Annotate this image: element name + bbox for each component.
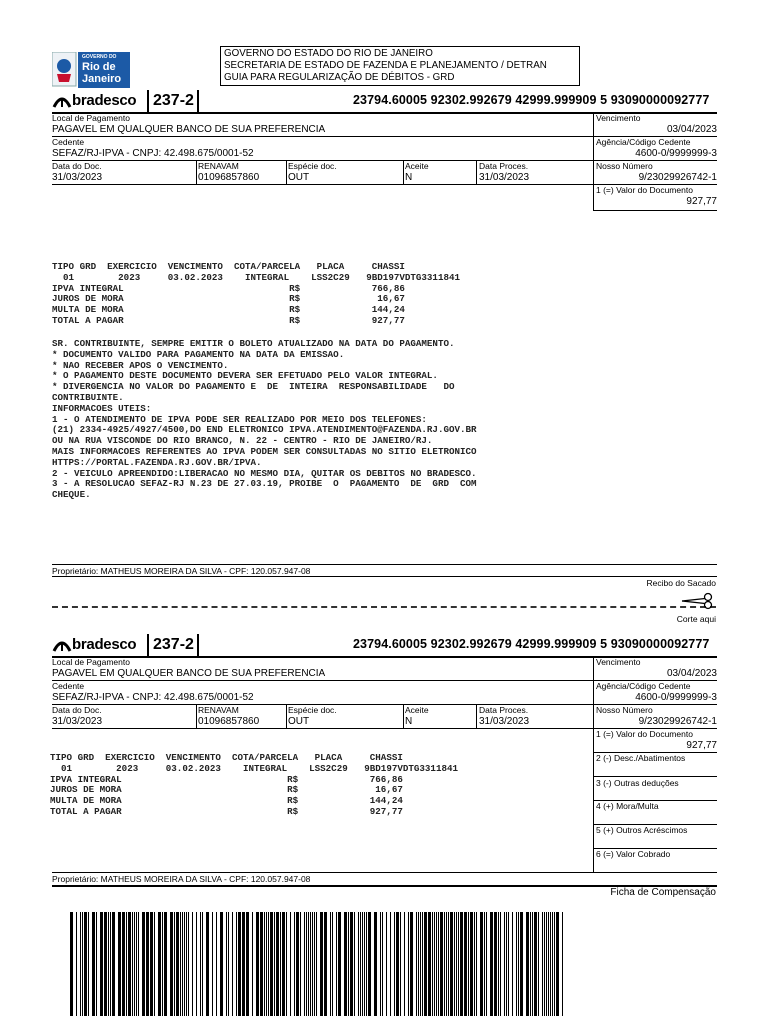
barcode-bar — [308, 912, 309, 1016]
data-doc-value-2: 31/03/2023 — [52, 716, 103, 727]
bradesco-tree-icon — [52, 93, 72, 109]
barcode-bar — [320, 912, 323, 1016]
barcode-bar — [542, 912, 543, 1016]
barcode-bar — [424, 912, 427, 1016]
valor-cobrado-label: 6 (=) Valor Cobrado — [596, 849, 671, 859]
barcode-bar — [476, 912, 477, 1016]
cedente-label-2: Cedente — [52, 681, 85, 691]
header-line-1: GOVERNO DO ESTADO DO RIO DE JANEIRO — [224, 48, 433, 59]
data-doc-label-2: Data do Doc. — [52, 705, 102, 715]
barcode-bar — [544, 912, 545, 1016]
barcode-bar — [128, 912, 131, 1016]
table-row: JUROS DE MORA R$ 16,67 — [50, 784, 403, 796]
especie-label: Espécie doc. — [288, 161, 337, 171]
header-line-2: SECRETARIA DE ESTADO DE FAZENDA E PLANEJAMENTO / DETRAN — [224, 60, 547, 71]
barcode-bar — [174, 912, 175, 1016]
local-pagamento-value: PAGAVEL EM QUALQUER BANCO DE SUA PREFERENCIA — [52, 124, 326, 135]
barcode-bar — [92, 912, 95, 1016]
barcode-bar — [490, 912, 493, 1016]
barcode-bar — [394, 912, 395, 1016]
barcode-bar — [170, 912, 173, 1016]
data-proc-label: Data Proces. — [479, 161, 529, 171]
data-proc-value: 31/03/2023 — [479, 172, 530, 183]
proprietario-2: Proprietário: MATHEUS MOREIRA DA SILVA - CPF: 120.057.947-08 — [52, 874, 311, 884]
aceite-label-2: Aceite — [405, 705, 429, 715]
text-line: * O PAGAMENTO DESTE DOCUMENTO DEVERA SER EFETUADO PELO VALOR INTEGRAL. — [52, 370, 438, 382]
barcode-bar — [364, 912, 365, 1016]
barcode-bar — [180, 912, 181, 1016]
nosso-numero-label-2: Nosso Número — [596, 705, 653, 715]
local-pagamento-label: Local de Pagamento — [52, 113, 130, 123]
barcode-bar — [396, 912, 399, 1016]
bradesco-logo-2 — [52, 636, 136, 653]
nosso-numero-value: 9/23029926742-1 — [638, 172, 717, 183]
agencia-value: 4600-0/9999999-3 — [635, 148, 717, 159]
bradesco-logo — [52, 92, 136, 109]
barcode-bar — [556, 912, 559, 1016]
barcode-bar — [82, 912, 83, 1016]
barcode-bar — [108, 912, 109, 1016]
barcode-bar — [146, 912, 149, 1016]
data-proc-value-2: 31/03/2023 — [479, 716, 530, 727]
barcode-bar — [434, 912, 435, 1016]
barcode-bar — [138, 912, 139, 1016]
barcode-bar — [418, 912, 419, 1016]
local-pagamento-value-2: PAGAVEL EM QUALQUER BANCO DE SUA PREFERENCIA — [52, 668, 326, 679]
text-line: * DIVERGENCIA NO VALOR DO PAGAMENTO E DE INTEIRA RESPONSABILIDADE DO — [52, 381, 455, 393]
barcode-bar — [432, 912, 433, 1016]
instructions-text — [52, 339, 477, 501]
barcode-bar — [206, 912, 209, 1016]
barcode-bar — [534, 912, 537, 1016]
barcode-bar — [268, 912, 269, 1016]
table-row: 01 2023 03.02.2023 INTEGRAL LSS2C29 9BD197VDTG3311841 — [50, 762, 458, 774]
table-row: JUROS DE MORA R$ 16,67 — [52, 293, 405, 305]
text-line: (21) 2334-4925/4927/4500,DO END ELETRONICO IPVA.ATENDIMENTO@FAZENDA.RJ.GOV.BR — [52, 424, 477, 436]
barcode-bar — [134, 912, 135, 1016]
barcode-bar — [350, 912, 353, 1016]
gov-logo-line1: GOVERNO DO — [82, 54, 117, 60]
recibo-sacado: Recibo do Sacado — [646, 578, 716, 588]
instructions-table-2 — [50, 753, 458, 818]
cedente-value: SEFAZ/RJ-IPVA - CNPJ: 42.498.675/0001-52 — [52, 148, 254, 159]
barcode-bar — [76, 912, 77, 1016]
barcode-bar — [450, 912, 453, 1016]
barcode-bar — [338, 912, 341, 1016]
barcode-bar — [460, 912, 463, 1016]
table-row: MULTA DE MORA R$ 144,24 — [52, 304, 405, 316]
barcode-bar — [498, 912, 499, 1016]
barcode-bar — [330, 912, 331, 1016]
header-line-3: GUIA PARA REGULARIZAÇÃO DE DÉBITOS - GRD — [224, 72, 455, 83]
barcode-bar — [122, 912, 125, 1016]
barcode-bar — [312, 912, 313, 1016]
barcode-bar — [480, 912, 483, 1016]
barcode-bar — [162, 912, 163, 1016]
barcode-bar — [382, 912, 383, 1016]
table-row: TOTAL A PAGAR R$ 927,77 — [52, 314, 405, 326]
barcode-bar — [516, 912, 517, 1016]
barcode-bar — [154, 912, 155, 1016]
barcode-bar — [306, 912, 307, 1016]
data-proc-label-2: Data Proces. — [479, 705, 529, 715]
bank-code-2: 237-2 — [153, 636, 194, 653]
barcode-bar — [408, 912, 409, 1016]
barcode-bar — [416, 912, 417, 1016]
barcode-bar — [546, 912, 547, 1016]
barcode-bar — [150, 912, 153, 1016]
barcode-bar — [192, 912, 193, 1016]
barcode-bar — [80, 912, 81, 1016]
gov-rj-logo — [52, 52, 130, 88]
barcode-bar — [520, 912, 523, 1016]
table-row: TIPO GRD EXERCICIO VENCIMENTO COTA/PARCELA PLACA CHASSI — [50, 752, 403, 763]
aceite-value: N — [405, 172, 413, 183]
barcode-bar — [182, 912, 183, 1016]
barcode-bar — [282, 912, 285, 1016]
nosso-numero-value-2: 9/23029926742-1 — [638, 716, 717, 727]
text-line: 2 - VEICULO APREENDIDO:LIBERACAO NO MESMO DIA, QUITAR OS DEBITOS NO BRADESCO. — [52, 467, 477, 479]
barcode-bar — [110, 912, 111, 1016]
agencia-label-2: Agência/Código Cedente — [596, 681, 691, 691]
barcode-bar — [270, 912, 273, 1016]
barcode-bar — [88, 912, 89, 1016]
barcode-bar — [310, 912, 311, 1016]
barcode-bar — [532, 912, 533, 1016]
barcode-bar — [200, 912, 201, 1016]
barcode-bar — [344, 912, 347, 1016]
barcode-bar — [554, 912, 555, 1016]
vencimento-label-2: Vencimento — [596, 657, 641, 667]
barcode-bar — [348, 912, 349, 1016]
barcode-bar — [196, 912, 197, 1016]
barcode-bar — [136, 912, 137, 1016]
barcode-bar — [380, 912, 381, 1016]
gov-logo-line2: Rio de — [82, 61, 116, 73]
renavam-label-2: RENAVAM — [198, 705, 239, 715]
bank-name: bradesco — [72, 636, 137, 653]
barcode-bar — [238, 912, 241, 1016]
barcode-bar — [518, 912, 519, 1016]
barcode-bar — [242, 912, 245, 1016]
barcode-bar — [468, 912, 469, 1016]
table-row: 01 2023 03.02.2023 INTEGRAL LSS2C29 9BD197VDTG3311841 — [52, 271, 460, 283]
barcode-bar — [358, 912, 359, 1016]
barcode-bar — [504, 912, 505, 1016]
barcode-bar — [354, 912, 355, 1016]
barcode-bar — [220, 912, 223, 1016]
table-row: TIPO GRD EXERCICIO VENCIMENTO COTA/PARCELA PLACA CHASSI — [52, 261, 405, 272]
local-pagamento-label-2: Local de Pagamento — [52, 657, 130, 667]
table-row: IPVA INTEGRAL R$ 766,86 — [52, 282, 405, 294]
header-info-box — [220, 46, 580, 86]
barcode-bar — [246, 912, 249, 1016]
barcode-bar — [304, 912, 305, 1016]
renavam-label: RENAVAM — [198, 161, 239, 171]
barcode-bar — [428, 912, 431, 1016]
barcode-bar — [96, 912, 97, 1016]
valor-doc-value: 927,77 — [686, 196, 717, 207]
valor-doc-label-2: 1 (=) Valor do Documento — [596, 729, 693, 739]
proprietario-1: Proprietário: MATHEUS MOREIRA DA SILVA - CPF: 120.057.947-08 — [52, 566, 311, 576]
barcode-bar — [286, 912, 287, 1016]
table-row: IPVA INTEGRAL R$ 766,86 — [50, 773, 403, 785]
cedente-label: Cedente — [52, 137, 85, 147]
barcode-bar — [100, 912, 103, 1016]
barcode-bar — [332, 912, 333, 1016]
barcode-bar — [360, 912, 361, 1016]
barcode-bar — [508, 912, 509, 1016]
mora-multa-label: 4 (+) Mora/Multa — [596, 801, 659, 811]
barcode-bar — [296, 912, 299, 1016]
barcode-bar — [216, 912, 217, 1016]
bank-name: bradesco — [72, 92, 137, 109]
data-doc-value: 31/03/2023 — [52, 172, 103, 183]
especie-label-2: Espécie doc. — [288, 705, 337, 715]
barcode-bar — [410, 912, 413, 1016]
barcode-bar — [232, 912, 233, 1016]
text-line: * NAO RECEBER APOS O VENCIMENTO. — [52, 359, 229, 371]
barcode-bar — [484, 912, 485, 1016]
barcode-bar — [494, 912, 497, 1016]
barcode-bar — [448, 912, 449, 1016]
vencimento-value: 03/04/2023 — [666, 124, 717, 135]
especie-value-2: OUT — [288, 716, 310, 727]
barcode-bar — [538, 912, 539, 1016]
barcode-bar — [274, 912, 275, 1016]
data-doc-label: Data do Doc. — [52, 161, 102, 171]
barcode-bar — [420, 912, 421, 1016]
barcode-bar — [464, 912, 467, 1016]
barcode-bar — [176, 912, 179, 1016]
barcode-bar — [112, 912, 115, 1016]
barcode-bar — [446, 912, 447, 1016]
barcode-bar — [256, 912, 259, 1016]
barcode-bar — [202, 912, 203, 1016]
barcode-bar — [324, 912, 327, 1016]
nosso-numero-label: Nosso Número — [596, 161, 653, 171]
barcode-bar — [126, 912, 127, 1016]
barcode-bar — [336, 912, 337, 1016]
agencia-label: Agência/Código Cedente — [596, 137, 691, 147]
agencia-value-2: 4600-0/9999999-3 — [635, 692, 717, 703]
ficha-compensacao: Ficha de Compensação — [610, 887, 716, 898]
valor-doc-label: 1 (=) Valor do Documento — [596, 185, 693, 195]
instructions-table-1 — [52, 262, 460, 327]
barcode-bar — [290, 912, 291, 1016]
gov-logo-line3: Janeiro — [82, 73, 122, 85]
barcode-bar — [362, 912, 363, 1016]
barcode-bar — [400, 912, 401, 1016]
barcode-bar — [456, 912, 457, 1016]
barcode-bar — [368, 912, 371, 1016]
bradesco-tree-icon — [52, 637, 72, 653]
barcode-bar — [530, 912, 531, 1016]
barcode-bar — [142, 912, 145, 1016]
barcode-bar — [294, 912, 295, 1016]
barcode-bar — [266, 912, 267, 1016]
barcode-bar — [390, 912, 391, 1016]
text-line: * DOCUMENTO VALIDO PARA PAGAMENTO NA DATA DA EMISSAO. — [52, 348, 345, 360]
barcode-bar — [444, 912, 445, 1016]
renavam-value-2: 01096857860 — [198, 716, 260, 727]
barcode-bar — [386, 912, 387, 1016]
text-line: HTTPS://PORTAL.FAZENDA.RJ.GOV.BR/IPVA. — [52, 456, 262, 468]
barcode-bar — [226, 912, 227, 1016]
barcode-bar — [470, 912, 473, 1016]
table-row: TOTAL A PAGAR R$ 927,77 — [50, 805, 403, 817]
corte-aqui: Corte aqui — [676, 614, 716, 624]
barcode-bar — [70, 912, 73, 1016]
barcode-bar — [548, 912, 549, 1016]
barcode-bar — [454, 912, 455, 1016]
text-line: 1 - O ATENDIMENTO DE IPVA PODE SER REALIZADO POR MEIO DOS TELEFONES: — [52, 413, 427, 425]
barcode-bar — [562, 912, 563, 1016]
linha-digitavel: 23794.60005 92302.992679 42999.999909 5 93090000092777 — [353, 93, 710, 107]
barcode-bar — [486, 912, 487, 1016]
text-line: OU NA RUA VISCONDE DO RIO BRANCO, N. 22 - CENTRO - RIO DE JANEIRO/RJ. — [52, 435, 433, 447]
barcode-bar — [228, 912, 229, 1016]
barcode-bar — [276, 912, 279, 1016]
barcode-bar — [104, 912, 107, 1016]
desc-abatimentos-label: 2 (-) Desc./Abatimentos — [596, 753, 686, 763]
barcode-bar — [500, 912, 501, 1016]
barcode-bar — [436, 912, 437, 1016]
renavam-value: 01096857860 — [198, 172, 260, 183]
text-line: SR. CONTRIBUINTE, SEMPRE EMITIR O BOLETO ATUALIZADO NA DATA DO PAGAMENTO. — [52, 338, 455, 349]
bank-code: 237-2 — [153, 92, 194, 109]
barcode-bar — [526, 912, 529, 1016]
vencimento-value-2: 03/04/2023 — [666, 668, 717, 679]
cedente-value-2: SEFAZ/RJ-IPVA - CNPJ: 42.498.675/0001-52 — [52, 692, 254, 703]
barcode-bar — [236, 912, 237, 1016]
barcode-bar — [118, 912, 121, 1016]
barcode-bar — [212, 912, 213, 1016]
barcode-bar — [84, 912, 87, 1016]
barcode-bar — [552, 912, 553, 1016]
barcode-bar — [158, 912, 161, 1016]
barcode-bar — [260, 912, 263, 1016]
barcode-bar — [440, 912, 443, 1016]
barcode-bar — [186, 912, 187, 1016]
aceite-value-2: N — [405, 716, 413, 727]
barcode-bar — [314, 912, 315, 1016]
text-line: CHEQUE. — [52, 489, 91, 501]
barcode-bar — [512, 912, 513, 1016]
valor-doc-value-2: 927,77 — [686, 740, 717, 751]
barcode-bar — [188, 912, 189, 1016]
scissors-icon — [680, 592, 714, 615]
text-line: CONTRIBUINTE. — [52, 391, 124, 403]
barcode-bar — [404, 912, 405, 1016]
barcode-bar — [316, 912, 317, 1016]
barcode-bar — [422, 912, 423, 1016]
barcode-bar — [550, 912, 551, 1016]
barcode-bar — [438, 912, 439, 1016]
barcode-bar — [264, 912, 265, 1016]
barcode-bar — [300, 912, 301, 1016]
table-row: MULTA DE MORA R$ 144,24 — [50, 795, 403, 807]
text-line: MAIS INFORMACOES REFERENTES AO IPVA PODEM SER CONSULTADAS NO SITIO ELETRONICO — [52, 445, 477, 457]
text-line: INFORMACOES UTEIS: — [52, 402, 152, 414]
outras-deducoes-label: 3 (-) Outras deduções — [596, 778, 679, 788]
barcode-bar — [474, 912, 475, 1016]
aceite-label: Aceite — [405, 161, 429, 171]
barcode-bar — [374, 912, 377, 1016]
barcode-bar — [458, 912, 459, 1016]
cut-line — [52, 606, 716, 608]
barcode-bar — [366, 912, 367, 1016]
barcode-bar — [280, 912, 281, 1016]
outros-acrescimos-label: 5 (+) Outros Acréscimos — [596, 825, 688, 835]
barcode-bar — [184, 912, 185, 1016]
text-line: 3 - A RESOLUCAO SEFAZ-RJ N.23 DE 27.03.19, PROIBE O PAGAMENTO DE GRD COM — [52, 478, 477, 490]
barcode-bar — [164, 912, 167, 1016]
especie-value: OUT — [288, 172, 310, 183]
barcode — [70, 912, 570, 1016]
linha-digitavel-2: 23794.60005 92302.992679 42999.999909 5 93090000092777 — [353, 637, 710, 651]
barcode-bar — [132, 912, 133, 1016]
vencimento-label: Vencimento — [596, 113, 641, 123]
barcode-bar — [252, 912, 253, 1016]
barcode-bar — [506, 912, 507, 1016]
